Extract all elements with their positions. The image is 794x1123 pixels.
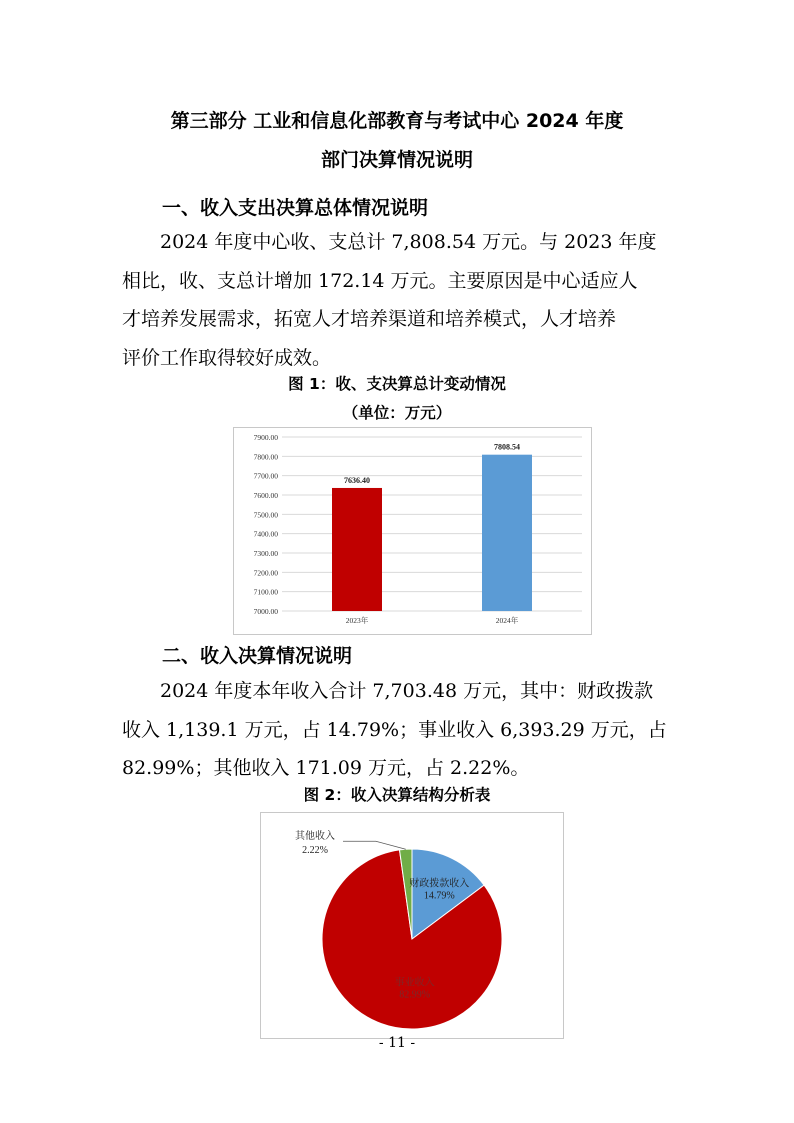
paragraph-line: 才培养发展需求，拓宽人才培养渠道和培养模式，人才培养 bbox=[122, 308, 617, 330]
pie-label-name: 财政拨款收入 bbox=[409, 878, 470, 890]
y-tick-label: 7700.00 bbox=[253, 471, 278, 481]
paragraph-line: 相比，收、支总计增加 172.14 万元。主要原因是中心适应人 bbox=[122, 269, 638, 292]
y-tick-label: 7000.00 bbox=[253, 607, 278, 616]
figure1-caption: 图 1：收、支决算总计变动情况 bbox=[288, 375, 506, 393]
pie-label-percent: 82.99% bbox=[399, 989, 431, 1001]
pie-label-name: 事业收入 bbox=[394, 977, 435, 989]
bar-value-label: 7808.54 bbox=[494, 442, 520, 452]
figure1-unit: （单位：万元） bbox=[342, 404, 452, 422]
x-tick-label: 2023年 bbox=[345, 616, 369, 625]
y-tick-label: 7300.00 bbox=[253, 549, 278, 558]
section1-heading: 一、收入支出决算总体情况说明 bbox=[162, 197, 429, 219]
page-title-line2: 部门决算情况说明 bbox=[320, 149, 473, 171]
paragraph-line: 评价工作取得较好成效。 bbox=[122, 346, 332, 369]
page-title-line1: 第三部分 工业和信息化部教育与考试中心 2024 年度 bbox=[170, 110, 624, 132]
y-tick-label: 7100.00 bbox=[253, 587, 278, 597]
y-tick-label: 7400.00 bbox=[253, 529, 278, 539]
bar-1 bbox=[332, 488, 382, 611]
bar-chart-frame bbox=[233, 427, 592, 635]
section2-paragraph bbox=[122, 672, 674, 788]
paragraph-line: 2024 年度本年收入合计 7,703.48 万元，其中：财政拨款 bbox=[122, 680, 654, 702]
section2-heading: 二、收入决算情况说明 bbox=[162, 645, 353, 667]
x-tick-label: 2024年 bbox=[495, 616, 519, 625]
paragraph-line: 收入 1,139.1 万元，占 14.79%；事业收入 6,393.29 万元，占 bbox=[122, 718, 667, 741]
pie-leader-line bbox=[343, 841, 406, 849]
pie-label-percent: 14.79% bbox=[423, 890, 455, 902]
y-tick-label: 7800.00 bbox=[253, 452, 278, 462]
pie-chart bbox=[261, 813, 563, 1038]
paragraph-line: 2024 年度中心收、支总计 7,808.54 万元。与 2023 年度 bbox=[122, 231, 657, 253]
pie-label-percent: 2.22% bbox=[302, 845, 328, 856]
pie-chart-frame bbox=[260, 812, 564, 1039]
bar-value-label: 7636.40 bbox=[344, 475, 370, 485]
figure2-caption: 图 2：收入决算结构分析表 bbox=[303, 786, 491, 804]
bar-chart bbox=[234, 428, 591, 634]
y-tick-label: 7500.00 bbox=[253, 510, 278, 520]
y-tick-label: 7900.00 bbox=[253, 433, 278, 442]
section1-paragraph bbox=[122, 223, 674, 377]
pie-label-name: 其他收入 bbox=[295, 831, 335, 842]
bar-2 bbox=[482, 455, 532, 611]
paragraph-line: 82.99%；其他收入 171.09 万元，占 2.22%。 bbox=[122, 757, 530, 779]
page-number: - 11 - bbox=[378, 1035, 416, 1051]
y-tick-label: 7200.00 bbox=[253, 568, 278, 578]
y-tick-label: 7600.00 bbox=[253, 491, 278, 500]
